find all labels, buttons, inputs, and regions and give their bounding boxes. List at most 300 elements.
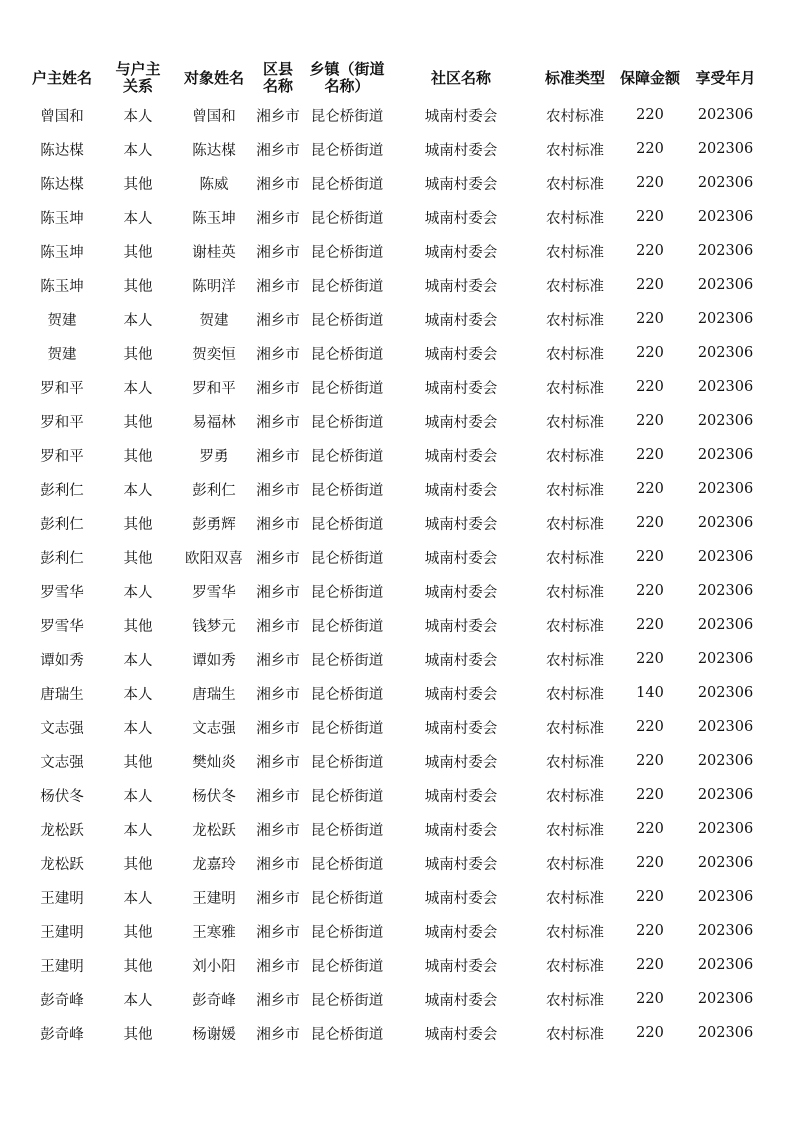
cell-town: 昆仑桥街道 bbox=[310, 890, 384, 907]
table-row bbox=[24, 268, 769, 302]
cell-household-head: 罗和平 bbox=[40, 380, 84, 397]
cell-amount: 220 bbox=[636, 209, 664, 225]
cell-amount: 220 bbox=[636, 107, 664, 123]
cell-relation: 本人 bbox=[123, 890, 153, 907]
cell-amount: 220 bbox=[636, 549, 664, 565]
cell-standard-type: 农村标准 bbox=[546, 1026, 604, 1043]
cell-household-head: 杨伏冬 bbox=[40, 788, 84, 805]
cell-standard-type: 农村标准 bbox=[546, 754, 604, 771]
cell-amount: 220 bbox=[636, 413, 664, 429]
cell-county: 湘乡市 bbox=[256, 176, 300, 193]
cell-month: 202306 bbox=[697, 1025, 754, 1041]
cell-county: 湘乡市 bbox=[256, 346, 300, 363]
cell-amount: 220 bbox=[636, 515, 664, 531]
cell-county: 湘乡市 bbox=[256, 652, 300, 669]
table-row bbox=[24, 336, 769, 370]
cell-month: 202306 bbox=[697, 889, 754, 905]
cell-amount: 220 bbox=[636, 141, 664, 157]
cell-community: 城南村委会 bbox=[424, 346, 498, 363]
cell-recipient: 杨谢媛 bbox=[192, 1026, 236, 1043]
cell-amount: 220 bbox=[636, 243, 664, 259]
cell-county: 湘乡市 bbox=[256, 210, 300, 227]
cell-recipient: 彭勇辉 bbox=[192, 516, 236, 533]
cell-month: 202306 bbox=[697, 549, 754, 565]
cell-recipient: 罗勇 bbox=[199, 448, 229, 465]
cell-relation: 本人 bbox=[123, 822, 153, 839]
cell-town: 昆仑桥街道 bbox=[310, 278, 384, 295]
header-relation bbox=[100, 58, 176, 98]
cell-household-head: 龙松跃 bbox=[40, 822, 84, 839]
table-row bbox=[24, 948, 769, 982]
cell-town: 昆仑桥街道 bbox=[310, 210, 384, 227]
cell-standard-type: 农村标准 bbox=[546, 346, 604, 363]
cell-town: 昆仑桥街道 bbox=[310, 414, 384, 431]
cell-town: 昆仑桥街道 bbox=[310, 686, 384, 703]
cell-community: 城南村委会 bbox=[424, 686, 498, 703]
cell-amount: 220 bbox=[636, 719, 664, 735]
cell-relation: 本人 bbox=[123, 380, 153, 397]
cell-recipient: 易福林 bbox=[192, 414, 236, 431]
cell-month: 202306 bbox=[697, 583, 754, 599]
cell-month: 202306 bbox=[697, 991, 754, 1007]
cell-amount: 220 bbox=[636, 855, 664, 871]
cell-amount: 220 bbox=[636, 447, 664, 463]
cell-town: 昆仑桥街道 bbox=[310, 958, 384, 975]
cell-relation: 本人 bbox=[123, 482, 153, 499]
cell-county: 湘乡市 bbox=[256, 686, 300, 703]
cell-town: 昆仑桥街道 bbox=[310, 176, 384, 193]
cell-amount: 220 bbox=[636, 753, 664, 769]
header-county-line-1: 区县 bbox=[262, 60, 293, 78]
cell-household-head: 王建明 bbox=[40, 958, 84, 975]
cell-county: 湘乡市 bbox=[256, 856, 300, 873]
cell-month: 202306 bbox=[697, 651, 754, 667]
cell-standard-type: 农村标准 bbox=[546, 176, 604, 193]
cell-household-head: 罗和平 bbox=[40, 414, 84, 431]
cell-household-head: 王建明 bbox=[40, 890, 84, 907]
cell-standard-type: 农村标准 bbox=[546, 482, 604, 499]
cell-recipient: 谢桂英 bbox=[192, 244, 236, 261]
cell-standard-type: 农村标准 bbox=[546, 312, 604, 329]
cell-county: 湘乡市 bbox=[256, 550, 300, 567]
cell-town: 昆仑桥街道 bbox=[310, 1026, 384, 1043]
cell-month: 202306 bbox=[697, 311, 754, 327]
cell-recipient: 陈明洋 bbox=[192, 278, 236, 295]
cell-month: 202306 bbox=[697, 923, 754, 939]
cell-household-head: 陈达楳 bbox=[40, 142, 84, 159]
cell-relation: 其他 bbox=[123, 176, 153, 193]
cell-month: 202306 bbox=[697, 209, 754, 225]
cell-household-head: 贺建 bbox=[47, 312, 77, 329]
cell-recipient: 杨伏冬 bbox=[192, 788, 236, 805]
cell-county: 湘乡市 bbox=[256, 584, 300, 601]
cell-household-head: 罗雪华 bbox=[40, 618, 84, 635]
cell-recipient: 文志强 bbox=[192, 720, 236, 737]
header-month: 享受年月 bbox=[695, 68, 756, 87]
cell-recipient: 陈玉坤 bbox=[192, 210, 236, 227]
cell-recipient: 彭利仁 bbox=[192, 482, 236, 499]
cell-community: 城南村委会 bbox=[424, 652, 498, 669]
cell-household-head: 陈玉坤 bbox=[40, 244, 84, 261]
cell-amount: 220 bbox=[636, 583, 664, 599]
cell-month: 202306 bbox=[697, 821, 754, 837]
table-row bbox=[24, 404, 769, 438]
cell-community: 城南村委会 bbox=[424, 414, 498, 431]
cell-recipient: 龙嘉玲 bbox=[192, 856, 236, 873]
cell-community: 城南村委会 bbox=[424, 380, 498, 397]
cell-month: 202306 bbox=[697, 447, 754, 463]
cell-community: 城南村委会 bbox=[424, 958, 498, 975]
header-town bbox=[304, 58, 390, 98]
cell-standard-type: 农村标准 bbox=[546, 414, 604, 431]
cell-household-head: 陈玉坤 bbox=[40, 278, 84, 295]
header-county-line-2: 名称 bbox=[262, 77, 293, 95]
assistance-roster-table bbox=[24, 58, 769, 1050]
cell-town: 昆仑桥街道 bbox=[310, 856, 384, 873]
cell-amount: 140 bbox=[636, 685, 664, 701]
table-row bbox=[24, 676, 769, 710]
table-row bbox=[24, 166, 769, 200]
cell-community: 城南村委会 bbox=[424, 210, 498, 227]
cell-community: 城南村委会 bbox=[424, 448, 498, 465]
cell-amount: 220 bbox=[636, 175, 664, 191]
cell-town: 昆仑桥街道 bbox=[310, 992, 384, 1009]
cell-community: 城南村委会 bbox=[424, 108, 498, 125]
header-household-head: 户主姓名 bbox=[31, 68, 92, 87]
cell-amount: 220 bbox=[636, 957, 664, 973]
cell-household-head: 彭利仁 bbox=[40, 550, 84, 567]
cell-standard-type: 农村标准 bbox=[546, 108, 604, 125]
cell-relation: 本人 bbox=[123, 686, 153, 703]
header-amount: 保障金额 bbox=[619, 68, 680, 87]
cell-county: 湘乡市 bbox=[256, 924, 300, 941]
cell-recipient: 彭奇峰 bbox=[192, 992, 236, 1009]
cell-standard-type: 农村标准 bbox=[546, 992, 604, 1009]
cell-relation: 本人 bbox=[123, 210, 153, 227]
cell-relation: 本人 bbox=[123, 788, 153, 805]
cell-county: 湘乡市 bbox=[256, 822, 300, 839]
cell-month: 202306 bbox=[697, 175, 754, 191]
table-row bbox=[24, 506, 769, 540]
cell-month: 202306 bbox=[697, 481, 754, 497]
cell-household-head: 罗雪华 bbox=[40, 584, 84, 601]
table-row bbox=[24, 234, 769, 268]
cell-recipient: 唐瑞生 bbox=[192, 686, 236, 703]
cell-amount: 220 bbox=[636, 651, 664, 667]
table-row bbox=[24, 540, 769, 574]
cell-household-head: 陈玉坤 bbox=[40, 210, 84, 227]
header-county bbox=[252, 58, 304, 98]
cell-community: 城南村委会 bbox=[424, 924, 498, 941]
table-row bbox=[24, 642, 769, 676]
cell-town: 昆仑桥街道 bbox=[310, 516, 384, 533]
table-row bbox=[24, 846, 769, 880]
cell-recipient: 谭如秀 bbox=[192, 652, 236, 669]
cell-county: 湘乡市 bbox=[256, 1026, 300, 1043]
cell-county: 湘乡市 bbox=[256, 618, 300, 635]
cell-community: 城南村委会 bbox=[424, 312, 498, 329]
cell-standard-type: 农村标准 bbox=[546, 584, 604, 601]
table-row bbox=[24, 302, 769, 336]
cell-standard-type: 农村标准 bbox=[546, 516, 604, 533]
cell-community: 城南村委会 bbox=[424, 278, 498, 295]
cell-community: 城南村委会 bbox=[424, 142, 498, 159]
cell-household-head: 彭奇峰 bbox=[40, 992, 84, 1009]
cell-amount: 220 bbox=[636, 345, 664, 361]
cell-community: 城南村委会 bbox=[424, 516, 498, 533]
cell-month: 202306 bbox=[697, 617, 754, 633]
cell-month: 202306 bbox=[697, 515, 754, 531]
cell-relation: 本人 bbox=[123, 992, 153, 1009]
cell-month: 202306 bbox=[697, 141, 754, 157]
cell-recipient: 龙松跃 bbox=[192, 822, 236, 839]
cell-county: 湘乡市 bbox=[256, 516, 300, 533]
cell-standard-type: 农村标准 bbox=[546, 142, 604, 159]
cell-standard-type: 农村标准 bbox=[546, 380, 604, 397]
cell-county: 湘乡市 bbox=[256, 754, 300, 771]
cell-amount: 220 bbox=[636, 1025, 664, 1041]
cell-household-head: 王建明 bbox=[40, 924, 84, 941]
cell-county: 湘乡市 bbox=[256, 312, 300, 329]
cell-community: 城南村委会 bbox=[424, 618, 498, 635]
table-row bbox=[24, 438, 769, 472]
cell-standard-type: 农村标准 bbox=[546, 652, 604, 669]
cell-standard-type: 农村标准 bbox=[546, 618, 604, 635]
cell-relation: 其他 bbox=[123, 550, 153, 567]
cell-month: 202306 bbox=[697, 855, 754, 871]
cell-amount: 220 bbox=[636, 617, 664, 633]
cell-county: 湘乡市 bbox=[256, 788, 300, 805]
cell-community: 城南村委会 bbox=[424, 176, 498, 193]
cell-month: 202306 bbox=[697, 345, 754, 361]
cell-standard-type: 农村标准 bbox=[546, 924, 604, 941]
cell-household-head: 龙松跃 bbox=[40, 856, 84, 873]
cell-town: 昆仑桥街道 bbox=[310, 754, 384, 771]
cell-amount: 220 bbox=[636, 991, 664, 1007]
cell-community: 城南村委会 bbox=[424, 754, 498, 771]
cell-month: 202306 bbox=[697, 719, 754, 735]
cell-county: 湘乡市 bbox=[256, 890, 300, 907]
table-row bbox=[24, 710, 769, 744]
cell-town: 昆仑桥街道 bbox=[310, 448, 384, 465]
cell-recipient: 陈达楳 bbox=[192, 142, 236, 159]
cell-month: 202306 bbox=[697, 787, 754, 803]
cell-relation: 其他 bbox=[123, 924, 153, 941]
cell-relation: 其他 bbox=[123, 414, 153, 431]
header-standard-type: 标准类型 bbox=[544, 68, 605, 87]
cell-relation: 本人 bbox=[123, 142, 153, 159]
cell-town: 昆仑桥街道 bbox=[310, 584, 384, 601]
cell-relation: 其他 bbox=[123, 244, 153, 261]
cell-relation: 其他 bbox=[123, 754, 153, 771]
cell-amount: 220 bbox=[636, 481, 664, 497]
table-row bbox=[24, 812, 769, 846]
cell-standard-type: 农村标准 bbox=[546, 856, 604, 873]
cell-community: 城南村委会 bbox=[424, 1026, 498, 1043]
cell-county: 湘乡市 bbox=[256, 720, 300, 737]
table-row bbox=[24, 880, 769, 914]
table-row bbox=[24, 574, 769, 608]
cell-standard-type: 农村标准 bbox=[546, 550, 604, 567]
table-row bbox=[24, 98, 769, 132]
cell-household-head: 唐瑞生 bbox=[40, 686, 84, 703]
table-row bbox=[24, 1016, 769, 1050]
cell-amount: 220 bbox=[636, 787, 664, 803]
cell-standard-type: 农村标准 bbox=[546, 448, 604, 465]
cell-county: 湘乡市 bbox=[256, 108, 300, 125]
cell-community: 城南村委会 bbox=[424, 584, 498, 601]
cell-county: 湘乡市 bbox=[256, 482, 300, 499]
cell-standard-type: 农村标准 bbox=[546, 822, 604, 839]
table-body bbox=[24, 98, 769, 1050]
cell-household-head: 文志强 bbox=[40, 754, 84, 771]
cell-month: 202306 bbox=[697, 413, 754, 429]
cell-relation: 其他 bbox=[123, 448, 153, 465]
cell-community: 城南村委会 bbox=[424, 788, 498, 805]
header-relation-line-1: 与户主 bbox=[115, 60, 161, 78]
cell-town: 昆仑桥街道 bbox=[310, 788, 384, 805]
cell-relation: 其他 bbox=[123, 1026, 153, 1043]
cell-community: 城南村委会 bbox=[424, 482, 498, 499]
cell-standard-type: 农村标准 bbox=[546, 278, 604, 295]
cell-town: 昆仑桥街道 bbox=[310, 244, 384, 261]
cell-standard-type: 农村标准 bbox=[546, 686, 604, 703]
cell-recipient: 贺建 bbox=[199, 312, 229, 329]
cell-household-head: 文志强 bbox=[40, 720, 84, 737]
cell-community: 城南村委会 bbox=[424, 992, 498, 1009]
cell-household-head: 罗和平 bbox=[40, 448, 84, 465]
cell-household-head: 彭奇峰 bbox=[40, 1026, 84, 1043]
cell-county: 湘乡市 bbox=[256, 992, 300, 1009]
cell-recipient: 王寒雅 bbox=[192, 924, 236, 941]
cell-recipient: 罗和平 bbox=[192, 380, 236, 397]
cell-community: 城南村委会 bbox=[424, 822, 498, 839]
cell-recipient: 贺奕恒 bbox=[192, 346, 236, 363]
cell-community: 城南村委会 bbox=[424, 244, 498, 261]
cell-town: 昆仑桥街道 bbox=[310, 618, 384, 635]
cell-county: 湘乡市 bbox=[256, 958, 300, 975]
header-community: 社区名称 bbox=[430, 68, 491, 87]
cell-relation: 本人 bbox=[123, 652, 153, 669]
cell-town: 昆仑桥街道 bbox=[310, 142, 384, 159]
cell-amount: 220 bbox=[636, 311, 664, 327]
cell-county: 湘乡市 bbox=[256, 244, 300, 261]
cell-amount: 220 bbox=[636, 821, 664, 837]
cell-household-head: 贺建 bbox=[47, 346, 77, 363]
cell-month: 202306 bbox=[697, 685, 754, 701]
table-row bbox=[24, 132, 769, 166]
cell-relation: 其他 bbox=[123, 278, 153, 295]
cell-amount: 220 bbox=[636, 379, 664, 395]
cell-relation: 其他 bbox=[123, 618, 153, 635]
cell-town: 昆仑桥街道 bbox=[310, 822, 384, 839]
table-row bbox=[24, 200, 769, 234]
cell-amount: 220 bbox=[636, 277, 664, 293]
header-town-line-1: 乡镇（街道 bbox=[309, 60, 385, 78]
cell-household-head: 彭利仁 bbox=[40, 482, 84, 499]
cell-town: 昆仑桥街道 bbox=[310, 346, 384, 363]
cell-relation: 其他 bbox=[123, 958, 153, 975]
cell-community: 城南村委会 bbox=[424, 890, 498, 907]
cell-community: 城南村委会 bbox=[424, 720, 498, 737]
cell-amount: 220 bbox=[636, 889, 664, 905]
header-town-line-2: 名称） bbox=[324, 77, 370, 95]
cell-recipient: 王建明 bbox=[192, 890, 236, 907]
cell-relation: 本人 bbox=[123, 312, 153, 329]
cell-recipient: 陈威 bbox=[199, 176, 229, 193]
cell-standard-type: 农村标准 bbox=[546, 720, 604, 737]
cell-county: 湘乡市 bbox=[256, 448, 300, 465]
cell-month: 202306 bbox=[697, 107, 754, 123]
cell-town: 昆仑桥街道 bbox=[310, 652, 384, 669]
cell-recipient: 欧阳双喜 bbox=[185, 550, 243, 567]
cell-town: 昆仑桥街道 bbox=[310, 924, 384, 941]
table-row bbox=[24, 982, 769, 1016]
cell-recipient: 曾国和 bbox=[192, 108, 236, 125]
cell-recipient: 罗雪华 bbox=[192, 584, 236, 601]
cell-standard-type: 农村标准 bbox=[546, 210, 604, 227]
cell-community: 城南村委会 bbox=[424, 550, 498, 567]
cell-standard-type: 农村标准 bbox=[546, 244, 604, 261]
cell-standard-type: 农村标准 bbox=[546, 788, 604, 805]
header-recipient: 对象姓名 bbox=[183, 68, 244, 87]
cell-town: 昆仑桥街道 bbox=[310, 108, 384, 125]
cell-county: 湘乡市 bbox=[256, 278, 300, 295]
cell-month: 202306 bbox=[697, 277, 754, 293]
cell-standard-type: 农村标准 bbox=[546, 958, 604, 975]
table-row bbox=[24, 778, 769, 812]
cell-county: 湘乡市 bbox=[256, 142, 300, 159]
cell-household-head: 谭如秀 bbox=[40, 652, 84, 669]
cell-town: 昆仑桥街道 bbox=[310, 380, 384, 397]
cell-community: 城南村委会 bbox=[424, 856, 498, 873]
cell-standard-type: 农村标准 bbox=[546, 890, 604, 907]
header-relation-line-2: 关系 bbox=[122, 77, 153, 95]
cell-recipient: 樊灿炎 bbox=[192, 754, 236, 771]
cell-household-head: 曾国和 bbox=[40, 108, 84, 125]
table-header bbox=[24, 58, 769, 98]
cell-relation: 本人 bbox=[123, 720, 153, 737]
cell-town: 昆仑桥街道 bbox=[310, 720, 384, 737]
table-row bbox=[24, 914, 769, 948]
cell-month: 202306 bbox=[697, 243, 754, 259]
table-row bbox=[24, 608, 769, 642]
cell-relation: 本人 bbox=[123, 584, 153, 601]
table-row bbox=[24, 472, 769, 506]
cell-recipient: 刘小阳 bbox=[192, 958, 236, 975]
table-row bbox=[24, 370, 769, 404]
cell-town: 昆仑桥街道 bbox=[310, 550, 384, 567]
cell-month: 202306 bbox=[697, 379, 754, 395]
cell-amount: 220 bbox=[636, 923, 664, 939]
cell-county: 湘乡市 bbox=[256, 414, 300, 431]
assistance-roster-sheet bbox=[24, 58, 769, 1050]
cell-town: 昆仑桥街道 bbox=[310, 482, 384, 499]
cell-month: 202306 bbox=[697, 957, 754, 973]
cell-month: 202306 bbox=[697, 753, 754, 769]
cell-relation: 其他 bbox=[123, 516, 153, 533]
cell-household-head: 彭利仁 bbox=[40, 516, 84, 533]
cell-recipient: 钱梦元 bbox=[192, 618, 236, 635]
cell-relation: 其他 bbox=[123, 856, 153, 873]
table-row bbox=[24, 744, 769, 778]
cell-household-head: 陈达楳 bbox=[40, 176, 84, 193]
cell-town: 昆仑桥街道 bbox=[310, 312, 384, 329]
cell-relation: 其他 bbox=[123, 346, 153, 363]
header-row bbox=[24, 58, 769, 98]
cell-relation: 本人 bbox=[123, 108, 153, 125]
cell-county: 湘乡市 bbox=[256, 380, 300, 397]
